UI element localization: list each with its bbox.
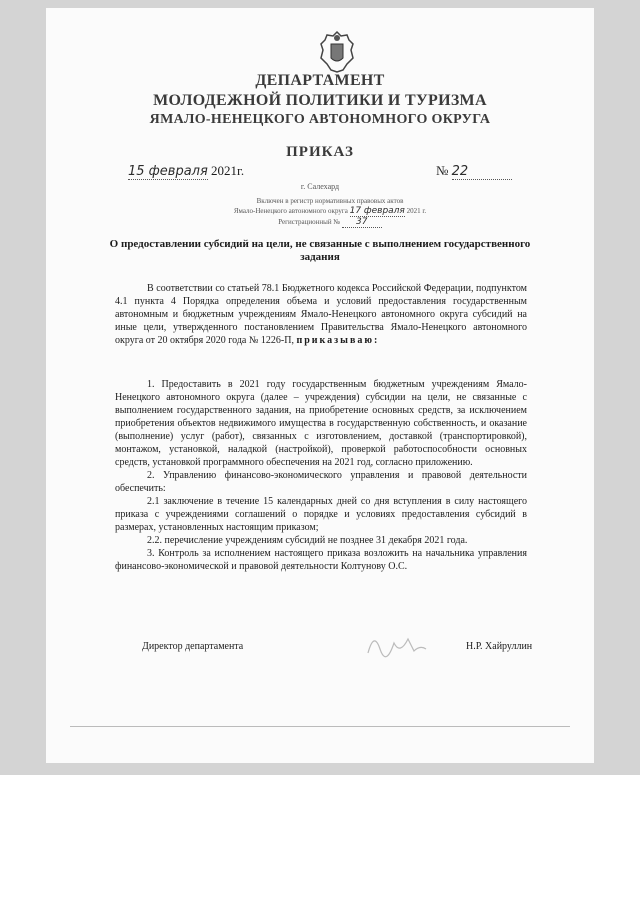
order-item: 2.1 заключение в течение 15 календарных дней со дня вступления в силу настоящего приказа с учреждениями соглашений о порядке и условиях предоставления субсидий в размерах, установленных настоящим приказом; (115, 496, 527, 533)
signature-mark (360, 625, 430, 660)
registration-stamp (180, 196, 480, 228)
reg-date-handwritten: 17 февраля (349, 206, 405, 216)
bottom-divider (70, 726, 570, 727)
preamble-text: В соответствии со статьей 78.1 Бюджетного кодекса Российской Федерации, подпунктом 4.1 пункта 4 Порядка определения объема и условий предоставления государственным автономным и бюджетным учреждениям Ямало-Ненецкого автономного округа субсидий на иные цели, утвержденного постановлением Правительства Ямало-Ненецкого автономного округа от 20 октября 2020 года № 1226-П, (115, 283, 527, 346)
reg-line-3: Регистрационный № (278, 218, 340, 226)
reg-line-2-row (180, 206, 480, 217)
order-year: 2021г. (211, 163, 245, 178)
reg-line-1: Включен в регистр нормативных правовых актов (256, 197, 404, 205)
order-number (436, 163, 512, 180)
order-number-prefix: № (436, 163, 449, 178)
department-line-2: МОЛОДЕЖНОЙ ПОЛИТИКИ И ТУРИЗМА (153, 92, 487, 109)
department-line-1: ДЕПАРТАМЕНТ (255, 72, 385, 89)
signature-role: Директор департамента (142, 641, 244, 652)
reg-line-3-row (180, 217, 480, 228)
document-type: ПРИКАЗ (286, 144, 354, 160)
department-line-3: ЯМАЛО-НЕНЕЦКОГО АВТОНОМНОГО ОКРУГА (149, 112, 491, 127)
order-items (115, 378, 527, 573)
order-item: 2. Управлению финансово-экономического управления и правовой деятельности обеспечить: (115, 470, 527, 494)
order-date-handwritten: 15 февраля (128, 164, 208, 179)
page-bottom (0, 775, 640, 905)
order-item: 1. Предоставить в 2021 году государственным бюджетным учреждениям Ямало-Ненецкого автономного округа (далее – учреждения) субсидии на цели, не связанные с выполнением государственного задания, на приобретение основных средств, за исключением приобретения объектов недвижимого имущества в государственную собственность, и оказание (выполнение) услуг (работ), связанных с изготовлением, доставкой (транспортировкой), монтажом, установкой, наладкой (настройкой), проверкой работоспособности основных средств, установкой программного обеспечения на 2021 год, согласно приложению. (115, 379, 527, 468)
order-item: 2.2. перечисление учреждениям субсидий не позднее 31 декабря 2021 года. (147, 535, 468, 546)
order-date (128, 163, 244, 180)
city: г. Салехард (300, 182, 340, 191)
reg-line-2: Ямало-Ненецкого автономного округа (233, 207, 348, 215)
preamble (115, 282, 527, 347)
preamble-order-word: приказываю: (296, 335, 380, 346)
reg-year: 2021 г. (406, 207, 427, 215)
reg-number-handwritten: 37 (342, 217, 382, 228)
order-number-handwritten: 22 (452, 164, 512, 180)
coat-of-arms-icon (319, 30, 355, 74)
document-title: О предоставлении субсидий на цели, не связанные с выполнением государственного задания (109, 238, 531, 263)
signature-name: Н.Р. Хайруллин (466, 641, 533, 652)
order-item: 3. Контроль за исполнением настоящего приказа возложить на начальника управления финансово-экономической и правовой деятельности Колтунову О.С. (115, 548, 527, 572)
